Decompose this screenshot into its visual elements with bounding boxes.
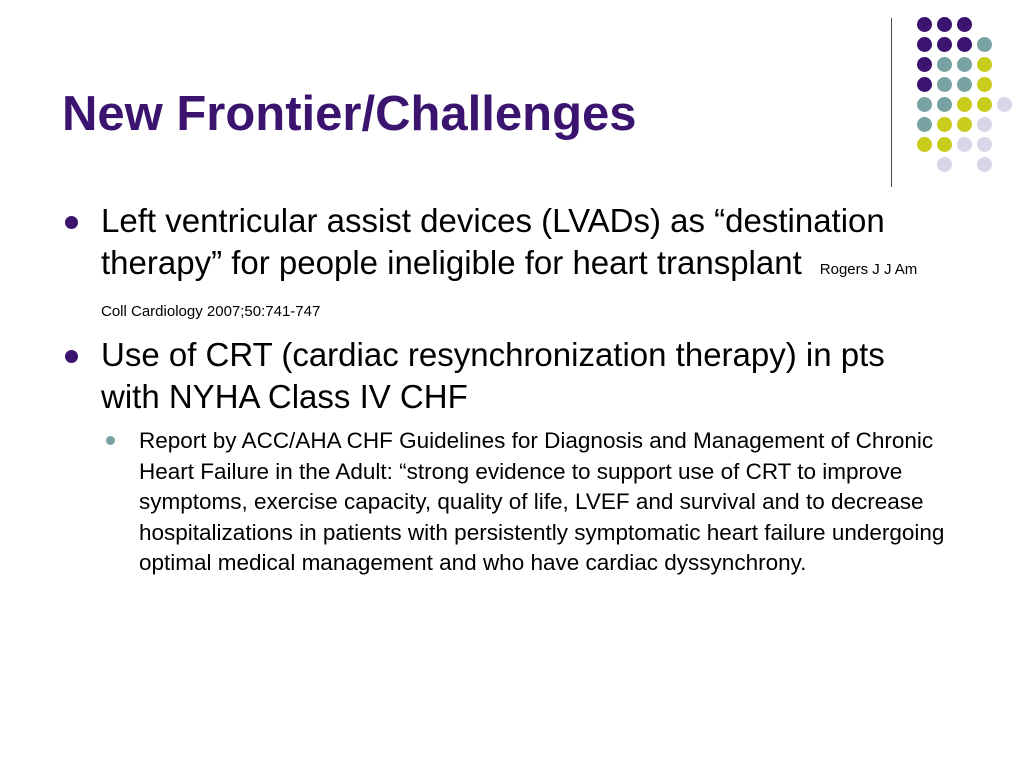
- slide-title: New Frontier/Challenges: [62, 87, 637, 141]
- bullet-text: Use of CRT (cardiac resynchronization therapy) in pts with NYHA Class IV CHF: [101, 336, 885, 415]
- bullet-item: [62, 200, 947, 326]
- decorative-dot: [977, 37, 992, 52]
- decorative-dot: [917, 117, 932, 132]
- decorative-dot: [917, 57, 932, 72]
- decorative-dot: [917, 37, 932, 52]
- bullet-text: Left ventricular assist devices (LVADs) as “destination therapy” for people ineligible for heart transplant: [101, 202, 885, 281]
- sub-bullet-item: [106, 426, 947, 579]
- decorative-dot: [957, 57, 972, 72]
- decorative-dot: [977, 97, 992, 112]
- decorative-dot: [937, 57, 952, 72]
- decorative-dot: [957, 77, 972, 92]
- bullet-list: [62, 200, 947, 579]
- decorative-dot: [977, 77, 992, 92]
- decorative-dot: [957, 17, 972, 32]
- title-divider-line: [891, 18, 892, 187]
- decorative-dot: [937, 17, 952, 32]
- sub-bullet-text: Report by ACC/AHA CHF Guidelines for Diagnosis and Management of Chronic Heart Failure in the Adult: “strong evidence to support use of CRT to improve symptoms, exercise capacity, quality of life, LVEF and survival and to decrease hospitalizations in patients with persistently symptomatic heart failure undergoing optimal medical management and who have cardiac dyssynchrony.: [139, 428, 945, 575]
- decorative-dot: [937, 137, 952, 152]
- decorative-dot: [977, 137, 992, 152]
- decorative-dot: [957, 37, 972, 52]
- decorative-dot: [957, 117, 972, 132]
- decorative-dot: [957, 97, 972, 112]
- bullet-item: [62, 334, 947, 418]
- decorative-dot: [937, 77, 952, 92]
- decorative-dot: [917, 97, 932, 112]
- decorative-dot: [977, 117, 992, 132]
- bullet-dot-icon: [65, 350, 78, 363]
- citation: Rogers J J Am Coll Cardiology 2007;50:741-747: [101, 261, 918, 320]
- decorative-dot: [917, 137, 932, 152]
- decorative-dot: [937, 157, 952, 172]
- decorative-dot: [937, 97, 952, 112]
- decorative-dot: [957, 137, 972, 152]
- sub-bullet-dot-icon: [106, 436, 115, 445]
- decorative-dot: [917, 77, 932, 92]
- decorative-dot: [977, 157, 992, 172]
- bullet-dot-icon: [65, 216, 78, 229]
- decorative-dot: [937, 117, 952, 132]
- decorative-dot: [997, 97, 1012, 112]
- decorative-dot-grid: [905, 10, 1015, 165]
- decorative-dot: [937, 37, 952, 52]
- decorative-dot: [917, 17, 932, 32]
- decorative-dot: [977, 57, 992, 72]
